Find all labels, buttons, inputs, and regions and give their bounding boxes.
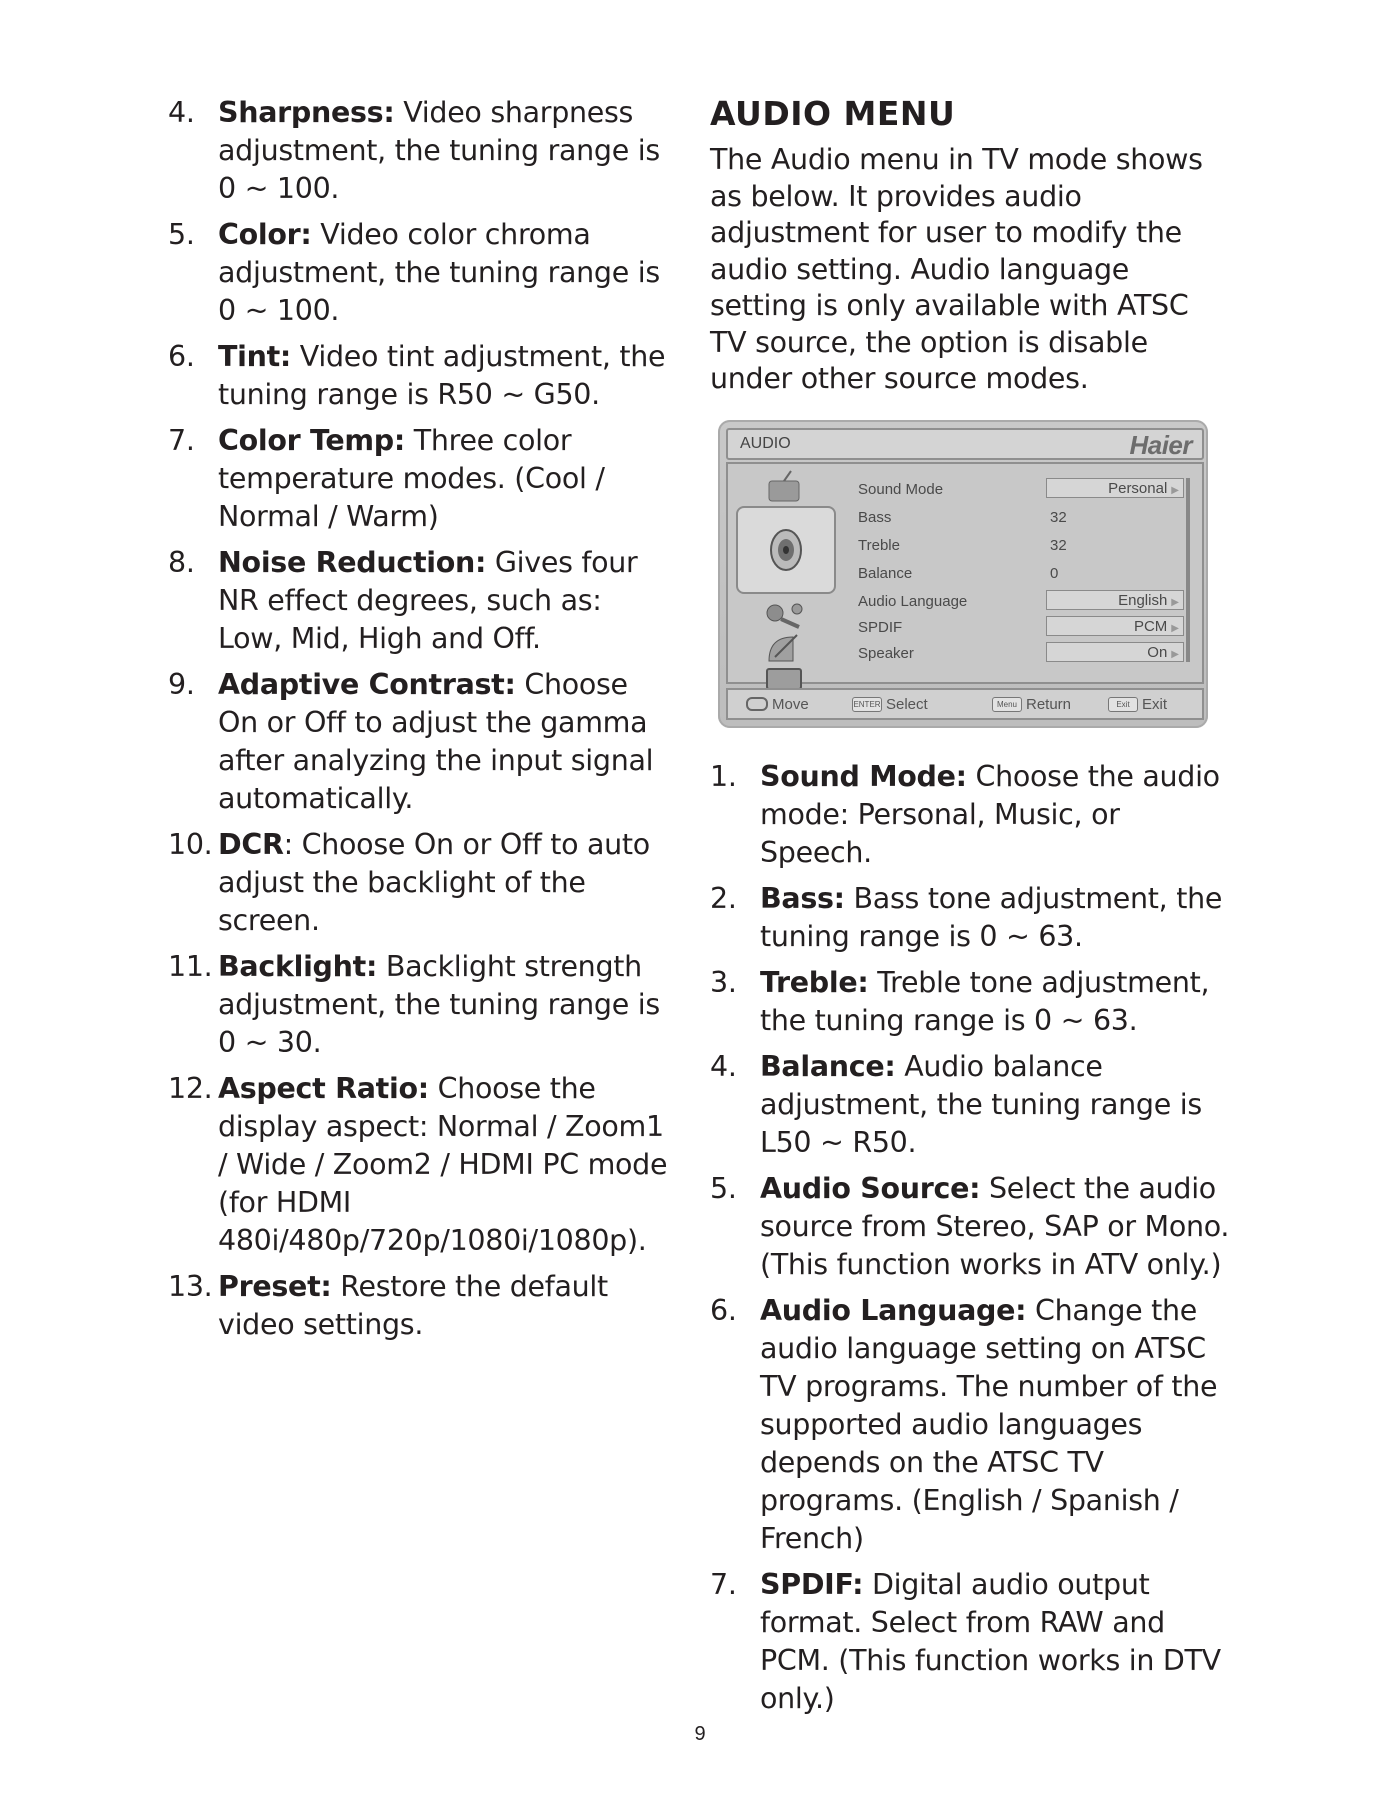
item-number: 6. — [168, 340, 195, 373]
item-term: Sound Mode: — [760, 759, 967, 793]
osd-category-icons — [728, 464, 838, 682]
list-item — [710, 1048, 1230, 1162]
item-term: Audio Source: — [760, 1171, 981, 1205]
exit-hint-label: Exit — [1142, 695, 1168, 713]
item-number: 4. — [710, 1049, 737, 1083]
osd-row-label: Bass — [858, 508, 892, 526]
list-item — [710, 1170, 1230, 1284]
enter-key-icon: ENTER — [852, 697, 882, 712]
tv-antenna-icon[interactable] — [736, 468, 832, 504]
chevron-right-icon: ▶ — [1171, 484, 1179, 496]
select-hint-label: Select — [886, 695, 928, 713]
osd-row-label: Balance — [858, 564, 913, 582]
audio-settings-list — [710, 758, 1230, 1718]
item-term: Adaptive Contrast: — [218, 668, 516, 701]
satellite-icon[interactable] — [736, 630, 832, 666]
osd-row-audio-language[interactable] — [858, 590, 1188, 614]
list-item — [168, 948, 668, 1062]
item-term: Bass: — [760, 881, 845, 915]
osd-row-label: Speaker — [858, 644, 914, 662]
item-term: Balance: — [760, 1049, 896, 1083]
audio-menu-heading: AUDIO MENU — [710, 94, 956, 133]
osd-row-value: Personal — [1108, 479, 1168, 497]
item-text: Video sharpness adjustment, the tuning range is 0 ~ 100. — [218, 96, 660, 205]
osd-row-speaker[interactable] — [858, 642, 1188, 666]
osd-row-label: SPDIF — [858, 618, 903, 636]
osd-row-label: Sound Mode — [858, 480, 944, 498]
item-term: SPDIF: — [760, 1567, 864, 1601]
item-number: 7. — [168, 424, 195, 457]
osd-row-value: 0 — [1050, 564, 1059, 582]
item-number: 7. — [710, 1567, 737, 1601]
osd-row-sound-mode[interactable] — [858, 478, 1188, 502]
list-item — [168, 826, 668, 940]
list-item — [168, 544, 668, 658]
item-text: Gives four NR effect degrees, such as: Low, Mid, High and Off. — [218, 546, 638, 655]
osd-title-bar — [726, 428, 1204, 460]
item-text: Change the audio language setting on ATSC TV programs. The number of the supported audio languages depends on the ATSC TV programs. (English / Spanish / French) — [760, 1293, 1218, 1555]
item-text: Video tint adjustment, the tuning range is R50 ~ G50. — [218, 340, 666, 411]
osd-row-value-box[interactable] — [1046, 590, 1184, 610]
list-item — [168, 338, 668, 414]
osd-row-value: On — [1147, 643, 1168, 661]
item-number: 11. — [168, 950, 213, 983]
item-text: Choose the display aspect: Normal / Zoom1 / Wide / Zoom2 / HDMI PC mode (for HDMI 480i/480p/720p/1080i/1080p). — [218, 1072, 668, 1257]
tools-icon[interactable] — [736, 598, 832, 634]
list-item — [168, 666, 668, 818]
list-item — [710, 880, 1230, 956]
item-number: 8. — [168, 546, 195, 579]
item-text: Restore the default video settings. — [218, 1270, 608, 1341]
osd-row-label: Audio Language — [858, 592, 968, 610]
item-text: : Choose On or Off to auto adjust the backlight of the screen. — [218, 828, 650, 937]
item-term: Backlight: — [218, 950, 378, 983]
osd-body — [726, 462, 1204, 684]
video-settings-list — [168, 94, 668, 1352]
item-number: 9. — [168, 668, 195, 701]
item-text: Three color temperature modes. (Cool / Normal / Warm) — [218, 424, 605, 533]
item-number: 10. — [168, 828, 213, 861]
osd-brand-logo: Haier — [1129, 429, 1192, 460]
list-item — [168, 1070, 668, 1260]
osd-row-value: English — [1118, 591, 1168, 609]
item-term: Noise Reduction: — [218, 546, 487, 579]
osd-scrollbar[interactable] — [1186, 478, 1190, 662]
audio-osd-screenshot — [718, 420, 1208, 728]
exit-key-icon: Exit — [1108, 697, 1138, 712]
osd-row-value: 32 — [1050, 508, 1067, 526]
item-text: Audio balance adjustment, the tuning range is L50 ~ R50. — [760, 1049, 1202, 1159]
item-number: 12. — [168, 1072, 213, 1105]
osd-row-value-box[interactable] — [1046, 616, 1184, 636]
move-hint-label: Move — [772, 695, 809, 713]
item-text: Select the audio source from Stereo, SAP or Mono. (This function works in ATV only.) — [760, 1171, 1230, 1281]
osd-row-balance[interactable] — [858, 562, 1188, 586]
menu-key-icon: Menu — [992, 697, 1022, 712]
item-term: DCR — [218, 828, 284, 861]
select-hint — [852, 696, 928, 713]
list-item — [168, 94, 668, 208]
item-term: Audio Language: — [760, 1293, 1027, 1327]
move-hint — [746, 696, 809, 713]
item-text: Choose On or Off to adjust the gamma after analyzing the input signal automatically. — [218, 668, 654, 815]
return-hint-label: Return — [1026, 695, 1072, 713]
chevron-right-icon: ▶ — [1171, 596, 1179, 608]
item-text: Treble tone adjustment, the tuning range is 0 ~ 63. — [760, 965, 1210, 1037]
item-term: Treble: — [760, 965, 869, 999]
item-number: 6. — [710, 1293, 737, 1327]
osd-title: AUDIO — [740, 434, 791, 452]
move-icon — [746, 697, 768, 711]
osd-row-bass[interactable] — [858, 506, 1188, 530]
chevron-right-icon: ▶ — [1171, 622, 1179, 634]
item-term: Tint: — [218, 340, 292, 373]
item-number: 2. — [710, 881, 737, 915]
item-term: Sharpness: — [218, 96, 395, 129]
item-number: 5. — [168, 218, 195, 251]
audio-intro-paragraph: The Audio menu in TV mode shows as below. It provides audio adjustment for user to modify the audio setting. Audio language setting is only available with ATSC TV source, the option is disable under other source modes. — [710, 143, 1203, 395]
audio-section — [710, 94, 1230, 1726]
chevron-right-icon: ▶ — [1171, 648, 1179, 660]
list-item — [168, 1268, 668, 1344]
item-text: Backlight strength adjustment, the tuning range is 0 ~ 30. — [218, 950, 660, 1059]
osd-row-value-box[interactable] — [1046, 642, 1184, 662]
list-item — [168, 216, 668, 330]
item-number: 13. — [168, 1270, 213, 1303]
osd-hint-bar — [726, 688, 1204, 720]
osd-row-treble[interactable] — [858, 534, 1188, 558]
return-hint — [992, 696, 1071, 713]
item-text: Bass tone adjustment, the tuning range is 0 ~ 63. — [760, 881, 1223, 953]
item-term: Color: — [218, 218, 312, 251]
item-text: Digital audio output format. Select from RAW and PCM. (This function works in DTV only.) — [760, 1567, 1221, 1715]
list-item — [710, 1292, 1230, 1558]
osd-row-value-box[interactable] — [1046, 478, 1184, 498]
list-item — [710, 758, 1230, 872]
list-item — [710, 1566, 1230, 1718]
speaker-icon[interactable] — [736, 506, 836, 594]
osd-row-value: 32 — [1050, 536, 1067, 554]
item-number: 5. — [710, 1171, 737, 1205]
page-number: 9 — [694, 1723, 706, 1745]
item-term: Preset: — [218, 1270, 332, 1303]
item-term: Aspect Ratio: — [218, 1072, 429, 1105]
item-term: Color Temp: — [218, 424, 406, 457]
item-text: Choose the audio mode: Personal, Music, or Speech. — [760, 759, 1220, 869]
exit-hint — [1108, 696, 1167, 713]
item-text: Video color chroma adjustment, the tuning range is 0 ~ 100. — [218, 218, 660, 327]
item-number: 3. — [710, 965, 737, 999]
osd-row-label: Treble — [858, 536, 900, 554]
osd-row-value: PCM — [1133, 617, 1168, 635]
item-number: 1. — [710, 759, 737, 793]
item-number: 4. — [168, 96, 195, 129]
list-item — [168, 422, 668, 536]
osd-row-spdif[interactable] — [858, 616, 1188, 640]
list-item — [710, 964, 1230, 1040]
